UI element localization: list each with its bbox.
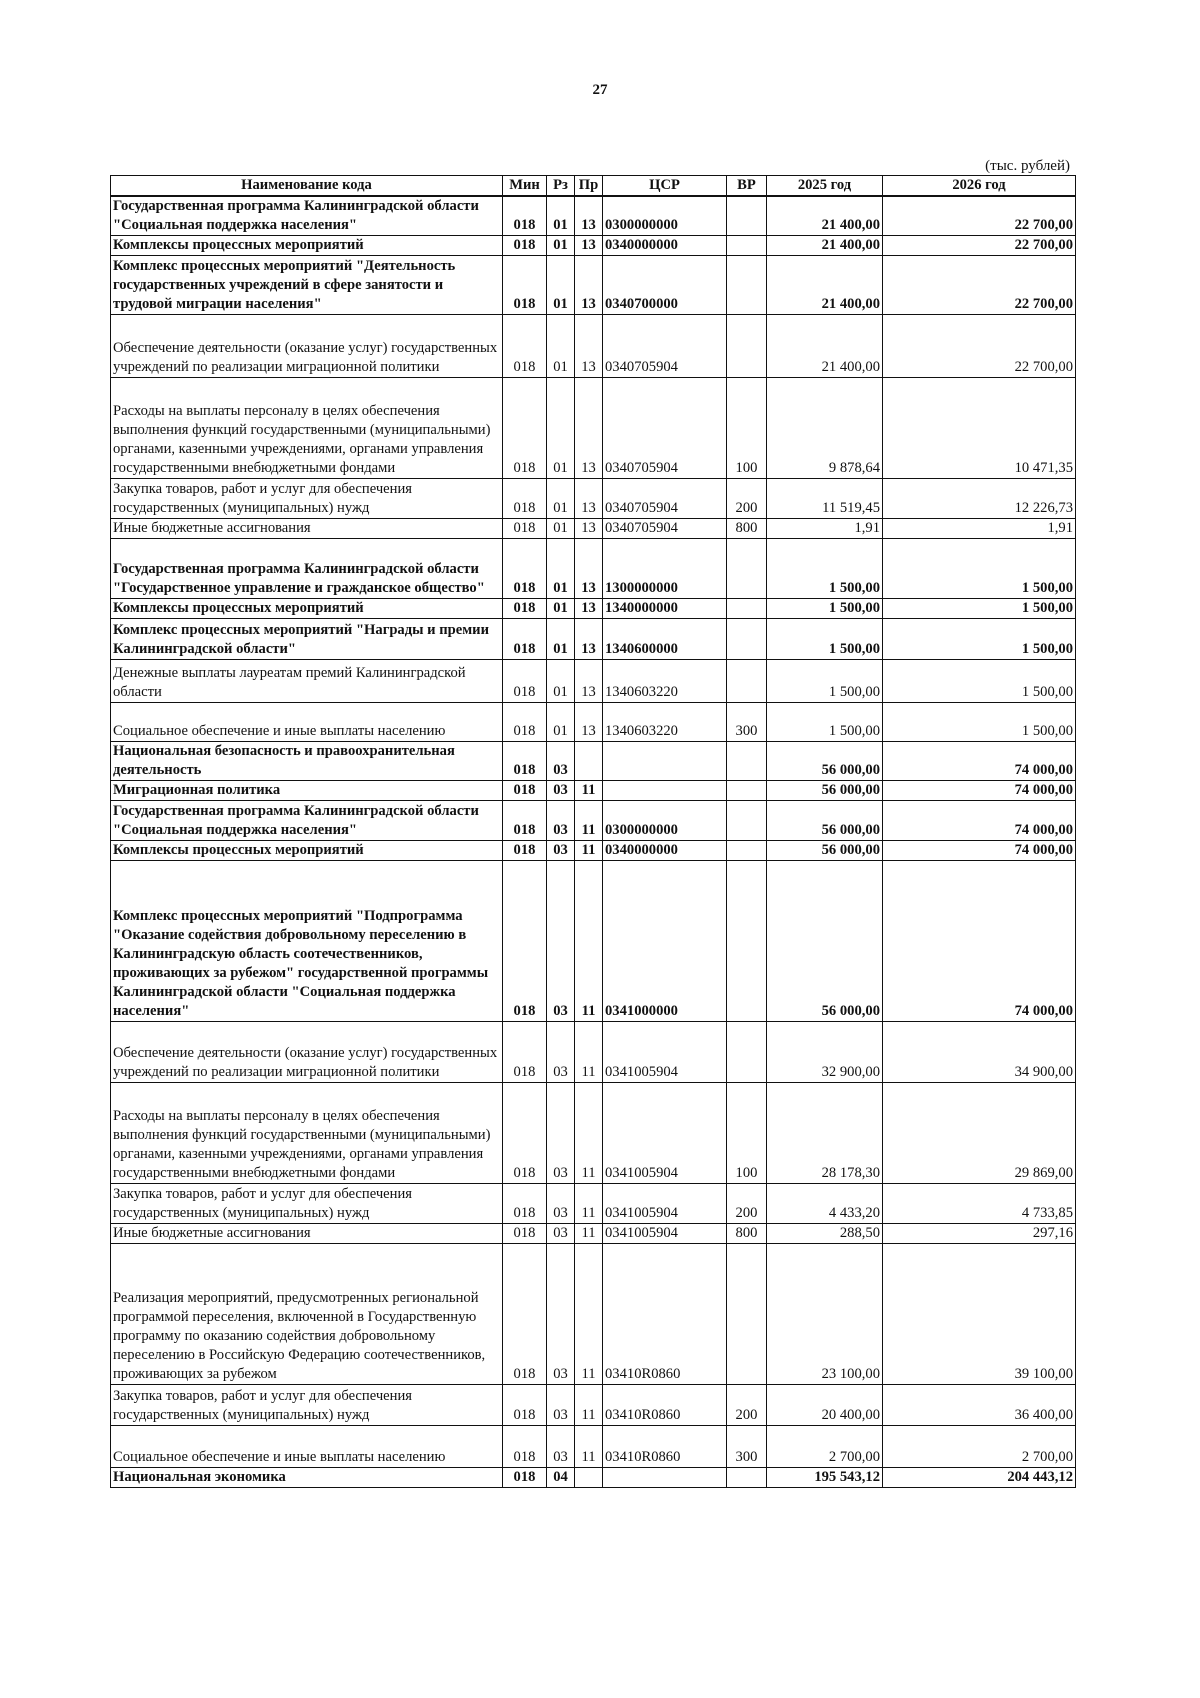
row-rz: 04 [547, 1468, 575, 1488]
row-name: Денежные выплаты лауреатам премий Калининградской области [111, 660, 503, 703]
row-2025: 1 500,00 [767, 619, 883, 660]
row-name: Социальное обеспечение и иные выплаты населению [111, 703, 503, 742]
row-2025: 288,50 [767, 1224, 883, 1244]
row-2026: 36 400,00 [883, 1385, 1076, 1426]
table-row [111, 1224, 1076, 1244]
row-name: Национальная безопасность и правоохранительная деятельность [111, 742, 503, 781]
header-name: Наименование кода [111, 176, 503, 197]
row-rz: 03 [547, 1426, 575, 1468]
table-row [111, 256, 1076, 315]
row-name: Расходы на выплаты персоналу в целях обеспечения выполнения функций государственными (муниципальными) органами, казенными учреждениями, органами управления государственными внебюджетными фондами [111, 1083, 503, 1184]
row-name: Комплекс процессных мероприятий "Подпрограмма "Оказание содействия добровольному переселению в Калининградскую область соотечественников, проживающих за рубежом" государственной программы Калининградской области "Социальная поддержка населения" [111, 861, 503, 1022]
row-2026: 74 000,00 [883, 781, 1076, 801]
row-csr: 03410R0860 [603, 1244, 727, 1385]
row-pr: 11 [575, 801, 603, 841]
row-min: 018 [503, 660, 547, 703]
row-rz: 01 [547, 378, 575, 479]
page-number: 27 [592, 82, 608, 98]
row-pr: 13 [575, 703, 603, 742]
row-2026: 22 700,00 [883, 196, 1076, 236]
row-rz: 01 [547, 660, 575, 703]
row-rz: 01 [547, 196, 575, 236]
table-row [111, 1426, 1076, 1468]
table-row [111, 378, 1076, 479]
table-row [111, 1244, 1076, 1385]
row-csr: 1340603220 [603, 703, 727, 742]
row-rz: 01 [547, 479, 575, 519]
table-row [111, 742, 1076, 781]
row-min: 018 [503, 1426, 547, 1468]
row-csr: 03410R0860 [603, 1426, 727, 1468]
table-row [111, 236, 1076, 256]
row-name: Обеспечение деятельности (оказание услуг) государственных учреждений по реализации миграционной политики [111, 1022, 503, 1083]
row-pr: 13 [575, 660, 603, 703]
row-vr [727, 801, 767, 841]
table-row [111, 781, 1076, 801]
row-csr: 03410R0860 [603, 1385, 727, 1426]
row-vr [727, 599, 767, 619]
row-csr: 0340705904 [603, 519, 727, 539]
header-rz: Рз [547, 176, 575, 197]
row-vr [727, 619, 767, 660]
row-name: Комплекс процессных мероприятий "Награды и премии Калининградской области" [111, 619, 503, 660]
row-2026: 74 000,00 [883, 742, 1076, 781]
row-name: Государственная программа Калининградской области "Государственное управление и гражданское общество" [111, 539, 503, 599]
row-pr: 11 [575, 1083, 603, 1184]
row-2025: 1 500,00 [767, 539, 883, 599]
row-rz: 01 [547, 519, 575, 539]
row-vr: 300 [727, 1426, 767, 1468]
table-row [111, 841, 1076, 861]
row-rz: 01 [547, 703, 575, 742]
row-name: Комплексы процессных мероприятий [111, 236, 503, 256]
row-vr [727, 660, 767, 703]
table-row [111, 1385, 1076, 1426]
row-vr [727, 742, 767, 781]
row-2026: 22 700,00 [883, 236, 1076, 256]
row-2026: 2 700,00 [883, 1426, 1076, 1468]
row-2026: 1 500,00 [883, 703, 1076, 742]
row-vr: 100 [727, 1083, 767, 1184]
row-min: 018 [503, 1083, 547, 1184]
row-min: 018 [503, 1385, 547, 1426]
row-2025: 11 519,45 [767, 479, 883, 519]
row-csr: 0340000000 [603, 236, 727, 256]
row-vr [727, 841, 767, 861]
row-name: Социальное обеспечение и иные выплаты населению [111, 1426, 503, 1468]
row-2026: 4 733,85 [883, 1184, 1076, 1224]
row-pr: 13 [575, 196, 603, 236]
row-csr [603, 1468, 727, 1488]
row-csr: 0340705904 [603, 378, 727, 479]
table-row [111, 703, 1076, 742]
row-pr: 11 [575, 1224, 603, 1244]
header-min: Мин [503, 176, 547, 197]
row-min: 018 [503, 196, 547, 236]
row-rz: 01 [547, 599, 575, 619]
table-row [111, 539, 1076, 599]
row-vr [727, 256, 767, 315]
row-vr [727, 1022, 767, 1083]
row-rz: 03 [547, 1244, 575, 1385]
row-name: Закупка товаров, работ и услуг для обеспечения государственных (муниципальных) нужд [111, 1184, 503, 1224]
header-2025: 2025 год [767, 176, 883, 197]
row-2025: 21 400,00 [767, 315, 883, 378]
row-vr [727, 781, 767, 801]
row-rz: 03 [547, 1224, 575, 1244]
row-2026: 74 000,00 [883, 861, 1076, 1022]
row-min: 018 [503, 1184, 547, 1224]
row-name: Комплексы процессных мероприятий [111, 841, 503, 861]
row-min: 018 [503, 315, 547, 378]
units-label: (тыс. рублей) [985, 158, 1070, 174]
table-body [111, 196, 1076, 1488]
row-csr: 0340705904 [603, 315, 727, 378]
row-rz: 03 [547, 1022, 575, 1083]
row-rz: 03 [547, 1083, 575, 1184]
row-name: Миграционная политика [111, 781, 503, 801]
row-vr [727, 236, 767, 256]
row-2025: 9 878,64 [767, 378, 883, 479]
row-2025: 20 400,00 [767, 1385, 883, 1426]
row-2025: 21 400,00 [767, 256, 883, 315]
row-rz: 03 [547, 781, 575, 801]
row-2025: 56 000,00 [767, 781, 883, 801]
row-pr: 11 [575, 841, 603, 861]
row-2025: 56 000,00 [767, 861, 883, 1022]
row-name: Комплексы процессных мероприятий [111, 599, 503, 619]
row-2025: 2 700,00 [767, 1426, 883, 1468]
table-row [111, 1022, 1076, 1083]
row-2026: 29 869,00 [883, 1083, 1076, 1184]
row-min: 018 [503, 841, 547, 861]
row-2025: 56 000,00 [767, 841, 883, 861]
row-vr [727, 861, 767, 1022]
row-2025: 32 900,00 [767, 1022, 883, 1083]
row-pr: 13 [575, 599, 603, 619]
table-row [111, 861, 1076, 1022]
row-vr [727, 315, 767, 378]
table-row [111, 660, 1076, 703]
row-csr: 0340705904 [603, 479, 727, 519]
row-rz: 01 [547, 619, 575, 660]
row-csr [603, 781, 727, 801]
row-name: Иные бюджетные ассигнования [111, 1224, 503, 1244]
row-2025: 21 400,00 [767, 236, 883, 256]
row-name: Обеспечение деятельности (оказание услуг) государственных учреждений по реализации миграционной политики [111, 315, 503, 378]
row-rz: 03 [547, 742, 575, 781]
row-vr [727, 1244, 767, 1385]
row-name: Национальная экономика [111, 1468, 503, 1488]
row-csr: 1300000000 [603, 539, 727, 599]
row-2026: 1 500,00 [883, 599, 1076, 619]
row-pr: 11 [575, 1184, 603, 1224]
header-vr: ВР [727, 176, 767, 197]
table-row [111, 196, 1076, 236]
row-pr: 13 [575, 236, 603, 256]
row-2025: 23 100,00 [767, 1244, 883, 1385]
row-min: 018 [503, 1468, 547, 1488]
row-2026: 1 500,00 [883, 619, 1076, 660]
row-pr: 13 [575, 378, 603, 479]
table-row [111, 1468, 1076, 1488]
row-pr: 13 [575, 256, 603, 315]
row-min: 018 [503, 781, 547, 801]
row-pr: 13 [575, 619, 603, 660]
row-pr: 11 [575, 861, 603, 1022]
row-2025: 1,91 [767, 519, 883, 539]
row-2026: 1 500,00 [883, 660, 1076, 703]
row-vr: 100 [727, 378, 767, 479]
row-name: Расходы на выплаты персоналу в целях обеспечения выполнения функций государственными (муниципальными) органами, казенными учреждениями, органами управления государственными внебюджетными фондами [111, 378, 503, 479]
row-2026: 297,16 [883, 1224, 1076, 1244]
row-vr: 200 [727, 1385, 767, 1426]
row-pr: 11 [575, 1022, 603, 1083]
row-min: 018 [503, 378, 547, 479]
row-2026: 204 443,12 [883, 1468, 1076, 1488]
row-2025: 1 500,00 [767, 703, 883, 742]
row-2026: 10 471,35 [883, 378, 1076, 479]
row-2025: 1 500,00 [767, 599, 883, 619]
row-csr [603, 742, 727, 781]
row-pr: 11 [575, 1426, 603, 1468]
row-name: Государственная программа Калининградской области "Социальная поддержка населения" [111, 801, 503, 841]
row-vr [727, 196, 767, 236]
row-2025: 56 000,00 [767, 742, 883, 781]
row-min: 018 [503, 519, 547, 539]
row-pr: 13 [575, 315, 603, 378]
row-rz: 03 [547, 861, 575, 1022]
row-min: 018 [503, 619, 547, 660]
row-rz: 01 [547, 256, 575, 315]
row-vr: 200 [727, 479, 767, 519]
row-min: 018 [503, 479, 547, 519]
row-rz: 03 [547, 1184, 575, 1224]
row-2026: 74 000,00 [883, 801, 1076, 841]
row-pr [575, 742, 603, 781]
row-rz: 03 [547, 801, 575, 841]
row-csr: 0341005904 [603, 1083, 727, 1184]
row-pr: 11 [575, 1385, 603, 1426]
header-row [111, 176, 1076, 197]
header-csr: ЦСР [603, 176, 727, 197]
header-pr: Пр [575, 176, 603, 197]
row-2025: 21 400,00 [767, 196, 883, 236]
table-row [111, 1184, 1076, 1224]
row-min: 018 [503, 1224, 547, 1244]
table-row [111, 479, 1076, 519]
row-2026: 1,91 [883, 519, 1076, 539]
header-2026: 2026 год [883, 176, 1076, 197]
row-vr [727, 1468, 767, 1488]
row-csr: 0300000000 [603, 196, 727, 236]
row-vr [727, 539, 767, 599]
row-name: Иные бюджетные ассигнования [111, 519, 503, 539]
row-min: 018 [503, 539, 547, 599]
row-min: 018 [503, 599, 547, 619]
row-2026: 74 000,00 [883, 841, 1076, 861]
row-min: 018 [503, 801, 547, 841]
row-min: 018 [503, 1244, 547, 1385]
row-min: 018 [503, 861, 547, 1022]
row-vr: 800 [727, 1224, 767, 1244]
row-rz: 01 [547, 539, 575, 599]
table-row [111, 315, 1076, 378]
row-2026: 12 226,73 [883, 479, 1076, 519]
row-csr: 0300000000 [603, 801, 727, 841]
row-min: 018 [503, 1022, 547, 1083]
row-pr [575, 1468, 603, 1488]
row-rz: 01 [547, 315, 575, 378]
row-csr: 0341005904 [603, 1022, 727, 1083]
row-min: 018 [503, 236, 547, 256]
table-row [111, 619, 1076, 660]
table-row [111, 599, 1076, 619]
row-name: Реализация мероприятий, предусмотренных региональной программой переселения, включенной в Государственную программу по оказанию содействия добровольному переселению в Российскую Федерацию соотечественников, проживающих за рубежом [111, 1244, 503, 1385]
row-csr: 1340000000 [603, 599, 727, 619]
row-csr: 0340700000 [603, 256, 727, 315]
row-rz: 03 [547, 841, 575, 861]
row-pr: 11 [575, 1244, 603, 1385]
row-2025: 28 178,30 [767, 1083, 883, 1184]
row-min: 018 [503, 703, 547, 742]
row-vr: 300 [727, 703, 767, 742]
row-min: 018 [503, 256, 547, 315]
table-row [111, 801, 1076, 841]
row-2025: 195 543,12 [767, 1468, 883, 1488]
row-pr: 11 [575, 781, 603, 801]
row-name: Государственная программа Калининградской области "Социальная поддержка населения" [111, 196, 503, 236]
row-pr: 13 [575, 539, 603, 599]
row-2026: 22 700,00 [883, 256, 1076, 315]
row-2026: 22 700,00 [883, 315, 1076, 378]
budget-table [110, 175, 1076, 1488]
row-csr: 0341005904 [603, 1184, 727, 1224]
row-csr: 0341000000 [603, 861, 727, 1022]
row-rz: 01 [547, 236, 575, 256]
row-csr: 1340600000 [603, 619, 727, 660]
row-csr: 0340000000 [603, 841, 727, 861]
row-pr: 13 [575, 519, 603, 539]
row-csr: 0341005904 [603, 1224, 727, 1244]
row-name: Закупка товаров, работ и услуг для обеспечения государственных (муниципальных) нужд [111, 1385, 503, 1426]
row-name: Закупка товаров, работ и услуг для обеспечения государственных (муниципальных) нужд [111, 479, 503, 519]
row-csr: 1340603220 [603, 660, 727, 703]
row-rz: 03 [547, 1385, 575, 1426]
row-name: Комплекс процессных мероприятий "Деятельность государственных учреждений в сфере занятости и трудовой миграции населения" [111, 256, 503, 315]
row-2025: 4 433,20 [767, 1184, 883, 1224]
row-min: 018 [503, 742, 547, 781]
row-2025: 56 000,00 [767, 801, 883, 841]
row-2026: 39 100,00 [883, 1244, 1076, 1385]
row-vr: 200 [727, 1184, 767, 1224]
row-2025: 1 500,00 [767, 660, 883, 703]
row-vr: 800 [727, 519, 767, 539]
table-row [111, 519, 1076, 539]
table-row [111, 1083, 1076, 1184]
row-pr: 13 [575, 479, 603, 519]
row-2026: 1 500,00 [883, 539, 1076, 599]
row-2026: 34 900,00 [883, 1022, 1076, 1083]
